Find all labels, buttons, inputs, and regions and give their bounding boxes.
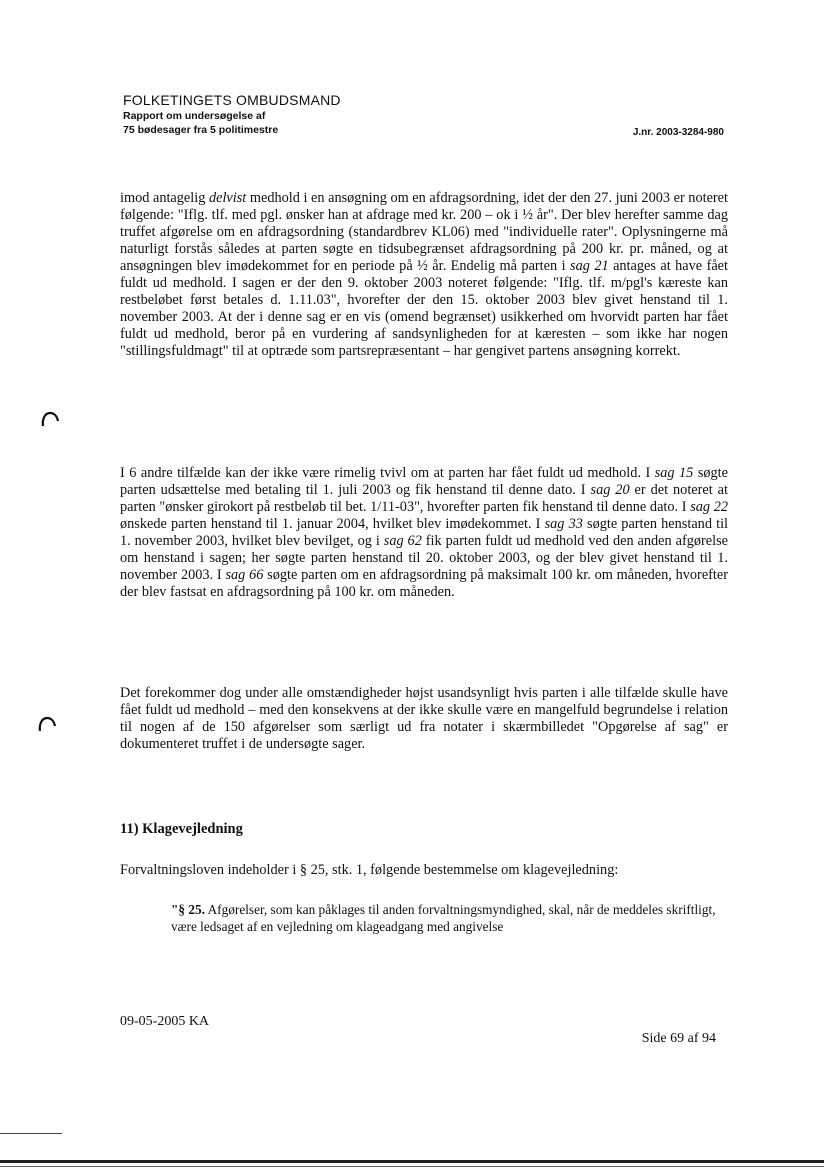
paragraph-3: Det forekommer dog under alle omstændigheder højst usandsynligt hvis parten i alle tilfælde skulle have fået fuldt ud medhold – med den konsekvens at der ikke skulle være en mangelfuld begrundelse i relation til nogen af de 150 afgørelser som særligt ud fra notater i skærmbilledet "Opgørelse af sag" er dokumenteret truffet i de undersøgte sager.: [120, 685, 728, 752]
law-quote: [171, 901, 731, 935]
section-heading: 11) Klagevejledning: [120, 821, 243, 837]
text-run: søgte parten om en afdragsordning på maksimalt 100 kr. om måneden, hvorefter der blev fastsat en afdragsordning på 100 kr. om måneden.: [120, 567, 728, 600]
page-number: Side 69 af 94: [641, 1031, 716, 1046]
organization-title: FOLKETINGETS OMBUDSMAND: [123, 92, 341, 108]
case-reference: sag 62: [383, 533, 422, 549]
text-run: medhold i en ansøgning om en afdragsordning, idet der den 27. juni 2003 er noteret følgende: "Iflg. tlf. med pgl. ønsker han at afdrage med kr. 200 – ok i ½ år". Der blev herefter samme dag truffet afgørelse om en afdragsordning (standardbrev KL06) med "individuelle rater". Oplysningerne må naturligt forstås således at parten søgte en tidsubegrænset afdragsordning på 200 kr. pr. måned, og at ansøgningen blev imødekommet for en periode på ½ år. Endelig må parten i: [120, 190, 728, 274]
quote-lead: "§ 25.: [171, 902, 205, 917]
footer-date: 09-05-2005 KA: [120, 1014, 210, 1029]
scan-edge-line: [0, 1166, 824, 1167]
margin-hook-mark: [40, 411, 60, 427]
paragraph-1: [120, 190, 728, 360]
section-intro: Forvaltningsloven indeholder i § 25, stk. 1, følgende bestemmelse om klagevejledning:: [120, 862, 619, 878]
case-reference: sag 21: [570, 258, 609, 274]
report-subtitle: Rapport om undersøgelse af: [123, 110, 266, 122]
text-run: søgte parten henstand til 1. november 2003, hvilket blev bevilget, og i: [120, 516, 729, 549]
case-reference: sag 15: [654, 465, 694, 481]
journal-number: J.nr. 2003-3284-980: [632, 127, 724, 138]
text-run: I 6 andre tilfælde kan der ikke være rimelig tvivl om at parten har fået fuldt ud medhold. I: [120, 465, 655, 481]
text-run: imod antagelig: [120, 190, 209, 206]
text-run: antages at have fået fuldt ud medhold. I sagen er der den 9. oktober 2003 noteret følgende: "Iflg. tlf. m/pgl's kæreste kan restbeløbet først betales d. 1.11.03", hvorefter der den 15. oktober 2003 blev givet henstand til 1. november 2003. At der i denne sag er en vis (omend begrænset) usikkerhed om hvorvidt parten har fået fuldt ud medhold, beror på en vurdering af sandsynligheden for at kæresten – som ikke har nogen "stillingsfuldmagt" til at optræde som partsrepræsentant – har gengivet partens ansøgning korrekt.: [120, 258, 728, 359]
case-reference: sag 33: [544, 516, 583, 532]
text-run: søgte parten udsættelse med betaling til 1. juli 2003 og fik henstand til denne dato. I: [120, 465, 728, 498]
case-reference: sag 20: [590, 482, 630, 498]
text-run: fik parten fuldt ud medhold ved den anden afgørelse om henstand i sagen; her søgte parten henstand til 20. oktober 2003, og der blev givet henstand til 1. november 2003. I: [120, 533, 728, 583]
case-reference: sag 66: [225, 567, 264, 583]
scan-edge-line: [0, 1160, 824, 1163]
case-reference: sag 22: [690, 499, 728, 515]
scan-edge-line: [0, 1133, 62, 1134]
text-run: er det noteret at parten "ønsker girokort på restbeløb til bet. 1/11-03", hvorefter parten fik henstand til denne dato. I: [120, 482, 728, 515]
paragraph-2: [120, 465, 728, 601]
report-subtitle-2: 75 bødesager fra 5 politimestre: [123, 124, 279, 136]
quote-text: Afgørelser, som kan påklages til anden forvaltningsmyndighed, skal, når de meddeles skriftligt, være ledsaget af en vejledning om klageadgang med angivelse: [171, 902, 716, 934]
text-run: ønskede parten henstand til 1. januar 2004, hvilket blev imødekommet. I: [120, 516, 545, 532]
emphasis-text: delvist: [208, 190, 247, 206]
margin-hook-mark: [37, 716, 57, 732]
